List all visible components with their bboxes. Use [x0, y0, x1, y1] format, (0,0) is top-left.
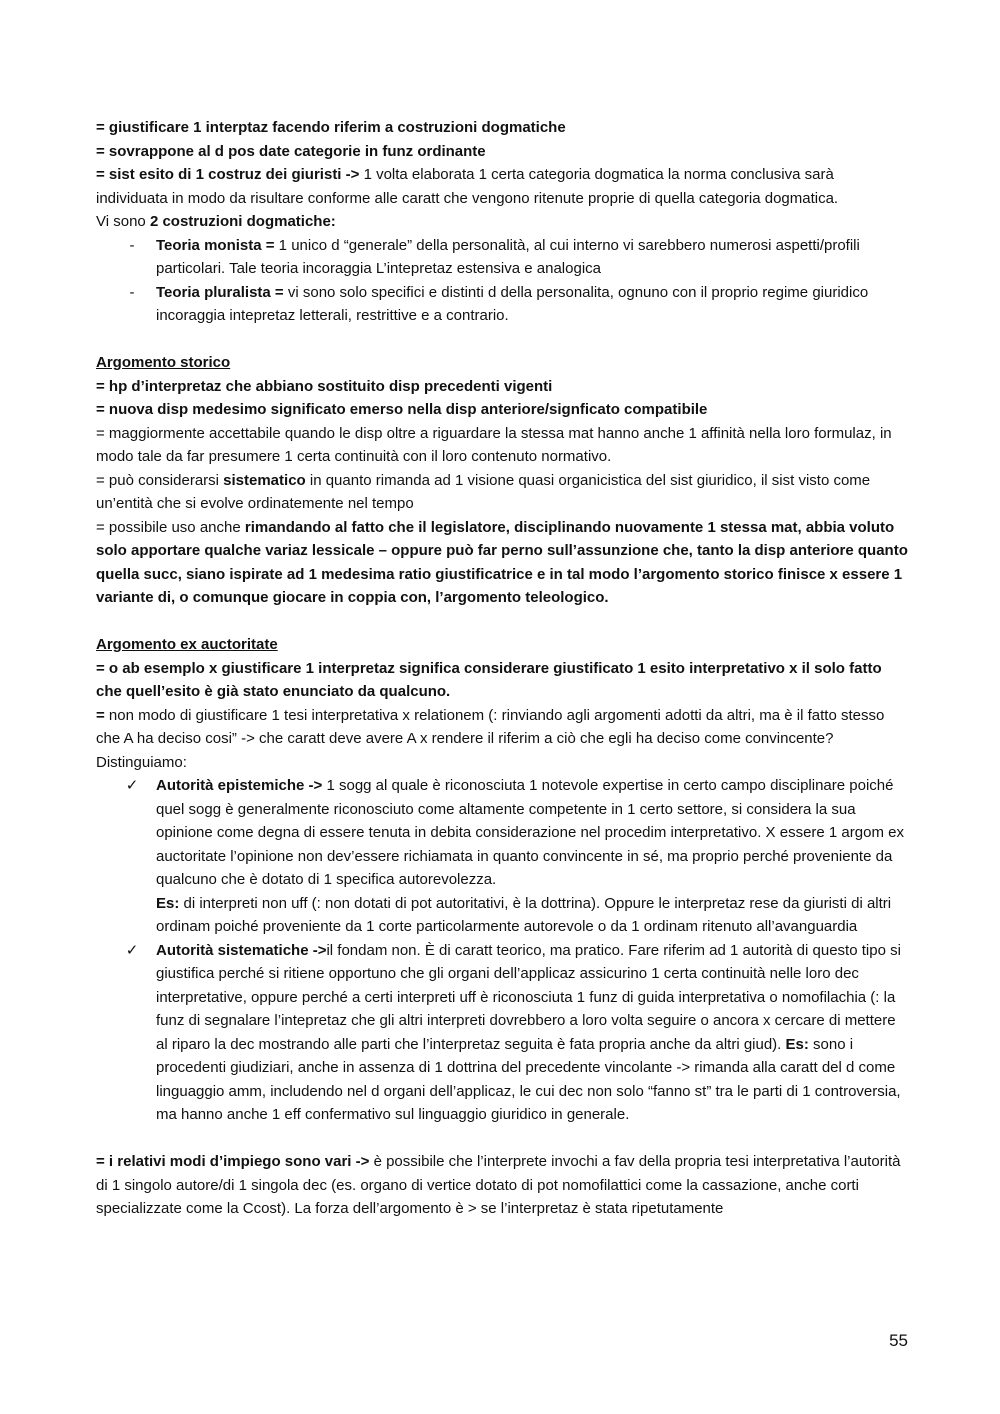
section-heading-auctoritate: Argomento ex auctoritate	[96, 636, 278, 653]
intro-line-2: = sovrappone al d pos date categorie in funz ordinante	[96, 142, 486, 160]
storico-line-2: = nuova disp medesimo significato emerso nella disp anteriore/signficato compatibile	[96, 401, 708, 418]
intro-line-1: = giustificare 1 interptaz facendo riferim a costruzioni dogmatiche	[96, 119, 566, 136]
item-title: Autorità sistematiche ->	[156, 941, 327, 959]
item-text: 1 unico d “generale” della personalità, al cui interno vi sarebbero numerosi aspetti/profili particolari. Tale teoria incoraggia L’intepretaz estensiva e analogica	[156, 236, 860, 277]
storico-line-4-c: in quanto rimanda ad 1 visione quasi organicistica del sist giuridico, il sist visto come un’entità che si evolve ordinatemente nel tempo	[96, 471, 871, 512]
example-text: di interpreti non uff (: non dotati di pot autoritativi, è la dottrina). Oppure le interpretaz rese da giuristi di altri ordinam poiché proveniente da 1 corte particolarmente autorevole o da 1 ordinam ritenuto all’avanguardia	[156, 894, 892, 935]
storico-line-4	[96, 469, 908, 516]
intro-line-3-bold: = sist esito di 1 costruz dei giuristi ->	[96, 166, 360, 183]
intro-line-3	[96, 163, 908, 210]
item-title: Teoria pluralista =	[156, 283, 284, 301]
list-item-autorita-epistemiche	[96, 774, 908, 939]
intro-line-4-text: Vi sono	[96, 213, 150, 230]
final-text: è possibile che l’interprete invochi a fav della propria tesi interpretativa l’autorità di 1 singolo autore/di 1 singola dec (es. organo di vertice dotato di pot nomofilattici come la cassazione, anche corti specializzate come la Ccost). La forza dell’argomento è > se l’interpretaz è stata ripetutamente	[96, 1153, 901, 1217]
example-label: Es:	[785, 1035, 809, 1053]
storico-line-4-b: sistematico	[223, 471, 306, 489]
list-item-teoria-pluralista	[96, 281, 908, 328]
storico-line-5	[96, 516, 908, 610]
storico-line-1: = hp d’interpretaz che abbiano sostituito disp precedenti vigenti	[96, 377, 553, 395]
checkmark-icon: ✓	[125, 777, 139, 794]
auctoritate-line-1: = o ab esemplo x giustificare 1 interpretaz significa considerare giustificato 1 esito interpretativo x il solo fatto che quell’esito è già stato enunciato da qualcuno.	[96, 659, 882, 700]
auctoritate-line-3: Distinguiamo:	[96, 753, 187, 771]
intro-line-3-text: 1 volta elaborata 1 certa categoria dogmatica la norma conclusiva sarà individuata in modo da risultare conforme alle caratt che vengono ritenute proprie di quella categoria dogmatica.	[96, 166, 839, 207]
intro-line-4	[96, 210, 908, 234]
intro-line-4-bold: 2 costruzioni dogmatiche:	[149, 213, 336, 230]
auctoritate-line-2	[96, 704, 908, 751]
item-title: Teoria monista =	[156, 236, 275, 254]
final-bold: = i relativi modi d’impiego sono vari ->	[96, 1153, 370, 1170]
item-example	[156, 892, 908, 939]
auctoritate-line-2-b: non modo di giustificare 1 tesi interpretativa x relationem (: rinviando agli argomenti adotti da altri, ma è il fatto stesso che A ha deciso cosi” -> che caratt deve avere A x rendere il riferim a ciò che egli ha deciso come convincente?	[96, 706, 885, 747]
storico-line-5-a: = possibile uso anche	[96, 518, 245, 536]
auctoritate-line-2-a: =	[96, 706, 105, 724]
dash-bullet: -	[129, 283, 135, 301]
list-item-autorita-sistematiche	[96, 939, 908, 1127]
storico-line-4-a: = può considerarsi	[96, 471, 224, 489]
page-number: 55	[889, 1331, 908, 1350]
spacer	[96, 610, 908, 634]
item-text: vi sono solo specifici e distinti d della personalita, ognuno con il proprio regime giuridico incoraggia intepretaz letterali, restrittive e a contrario.	[156, 283, 869, 324]
section-heading-storico: Argomento storico	[96, 354, 231, 371]
storico-line-5-b: rimandando al fatto che il legislatore, disciplinando nuovamente 1 stessa mat, abbia voluto solo apportare qualche variaz lessicale – oppure può far perno sull’assunzione che, tanto la disp anteriore quanto quella succ, siano ispirate ad 1 medesima ratio giustificatrice e in tal modo l’argomento storico finisce x essere 1 variante di, o comunque giocare in coppia con, l’argomento teleologico.	[96, 518, 908, 606]
checkmark-icon: ✓	[125, 941, 139, 959]
auctoritate-final-paragraph	[96, 1150, 908, 1221]
item-text: 1 sogg al quale è riconosciuta 1 notevole expertise in certo campo disciplinare poiché quel sogg è generalmente riconosciuto come altamente competente in 1 certo settore, si considera la sua opinione come degna di essere tenuta in debita considerazione nel procedim interpretativo. X essere 1 argom ex auctoritate l’opinione non dev’essere richiamata in quanto convincente in sé, ma proprio perché proveniente da qualcuno che è dotato di 1 specifica autorevolezza.	[156, 777, 904, 888]
dash-bullet: -	[129, 236, 135, 254]
example-text: sono i procedenti giudiziari, anche in assenza di 1 dottrina del precedente vincolante -> rimanda alla caratt del d come linguaggio amm, includendo nel d organi dell’applicaz, le cui dec non solo “fanno st” tra le parti di 1 controversia, ma hanno anche 1 eff confermativo sul linguaggio giuridico in generale.	[156, 1035, 901, 1123]
item-text: il fondam non. È di caratt teorico, ma pratico. Fare riferim ad 1 autorità di questo tipo si giustifica perché si ritiene opportuno che gli organi dell’applicaz assicurino 1 certa continuità nelle loro dec interpretative, oppure perché a certi interpreti uff è riconosciuta 1 funz di guida interpretativa o nomofilachia (: la funz di segnalare l’intepretaz che gli altri interpreti dovrebbero a loro volta seguire o ancora x cercare di mettere al riparo la dec mostrando alle parti che l’interpretaz seguita è fata propria anche da altri giud).	[156, 941, 901, 1053]
list-item-teoria-monista	[96, 234, 908, 281]
example-label: Es:	[156, 894, 180, 912]
storico-line-3: = maggiormente accettabile quando le disp oltre a riguardare la stessa mat hanno anche 1 affinità nella loro formulaz, in modo tale da far presumere 1 certa continuità con il loro contenuto normativo.	[96, 424, 892, 465]
spacer	[96, 1127, 908, 1151]
page-content	[96, 116, 908, 1221]
item-title: Autorità epistemiche ->	[156, 777, 323, 794]
spacer	[96, 328, 908, 352]
